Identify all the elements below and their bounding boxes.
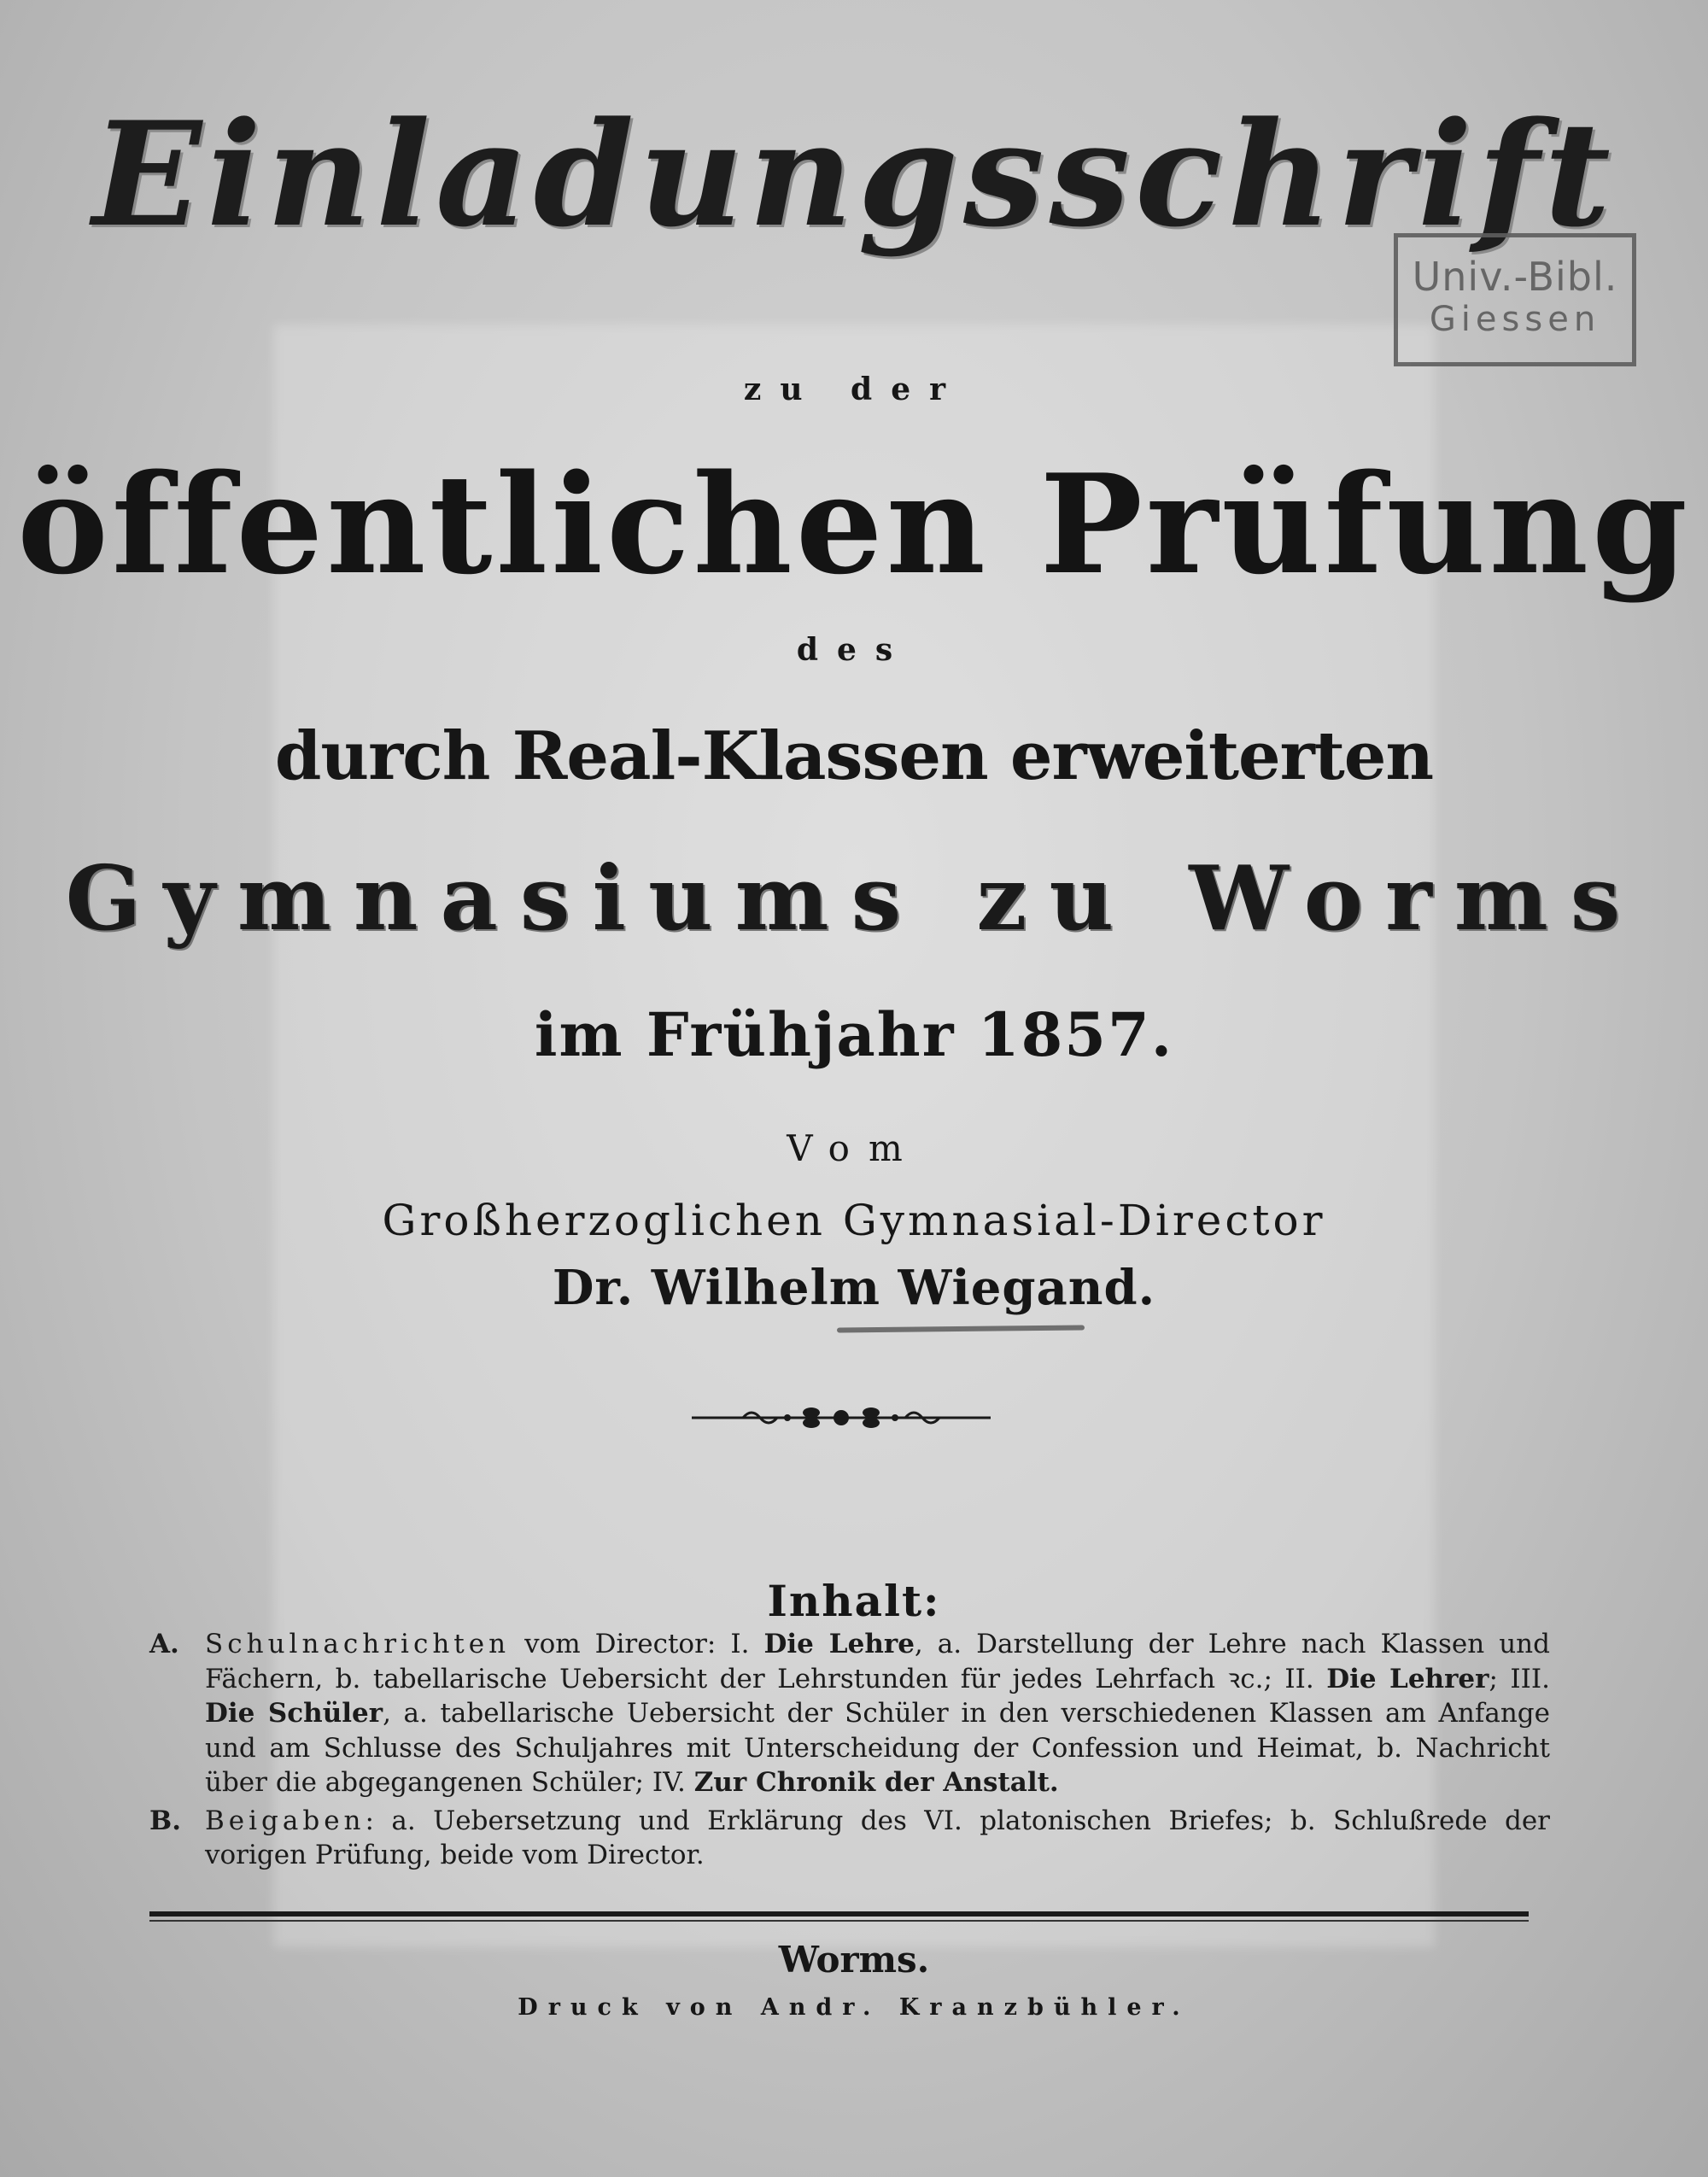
entry-part: Zur Chronik der Anstalt. [693,1767,1059,1798]
stamp-line-2: Giessen [1429,300,1601,339]
entry-part: ; III. [1489,1663,1551,1694]
stamp-line-1: Univ.-Bibl. [1412,254,1618,300]
entry-letter: B. [149,1805,181,1836]
entry-part: : a. Uebersetzung und Erklärung des VI. platonischen Briefes; b. Schlußrede der vorigen Prüfung, beide vom Director. [205,1805,1550,1870]
divider-rule [149,1911,1529,1917]
library-stamp [1394,233,1636,366]
intro-line: zu der [743,372,965,407]
entry-part: Schulnachrichten [205,1629,511,1659]
imprint-city: Worms. [778,1939,930,1981]
entry-text [205,1629,1550,1798]
contents-entry-a [149,1627,1550,1800]
author-name: Dr. Wilhelm Wiegand. [552,1260,1156,1316]
entry-part: Die Lehre [763,1629,915,1659]
des-line: des [796,632,912,668]
entry-letter: A. [149,1629,179,1659]
entry-part: , a. Darstellung der Lehre nach Klassen und Fächern, b. tabellarische Uebersicht der Lehrstunden für jedes Lehrfach ꝛc.; II. [205,1629,1550,1694]
exam-date: im Frühjahr 1857. [534,999,1174,1070]
subline: durch Real-Klassen erweiterten [274,717,1434,795]
entry-part: vom Director: I. [510,1629,764,1659]
school-name: Gymnasiums zu Worms [65,846,1643,951]
vom-line: Vom [787,1127,921,1169]
ornament-divider-icon [692,1401,991,1435]
entry-part: Beigaben [205,1805,366,1836]
entry-part: Die Lehrer [1326,1663,1489,1694]
contents-entry-b [149,1804,1550,1873]
contents-list [149,1627,1550,1873]
divider-rule-thin [149,1920,1529,1922]
page-title: Einladungsschrift [92,90,1616,259]
entry-part: Die Schüler [205,1698,383,1729]
byline: Großherzoglichen Gymnasial-Director [382,1196,1326,1245]
imprint-printer: Druck von Andr. Kranzbühler. [518,1994,1190,2021]
headline: öffentlichen Prüfung [17,444,1691,605]
entry-part: , a. tabellarische Uebersicht der Schüler in den verschiedenen Klassen am Anfange und am Schlusse des Schuljahres mit Unterscheidung der Confession und Heimat, b. Nachricht über die abgegangenen Schüler; IV. [205,1698,1550,1798]
contents-heading: Inhalt: [767,1576,941,1626]
entry-text [205,1805,1550,1871]
